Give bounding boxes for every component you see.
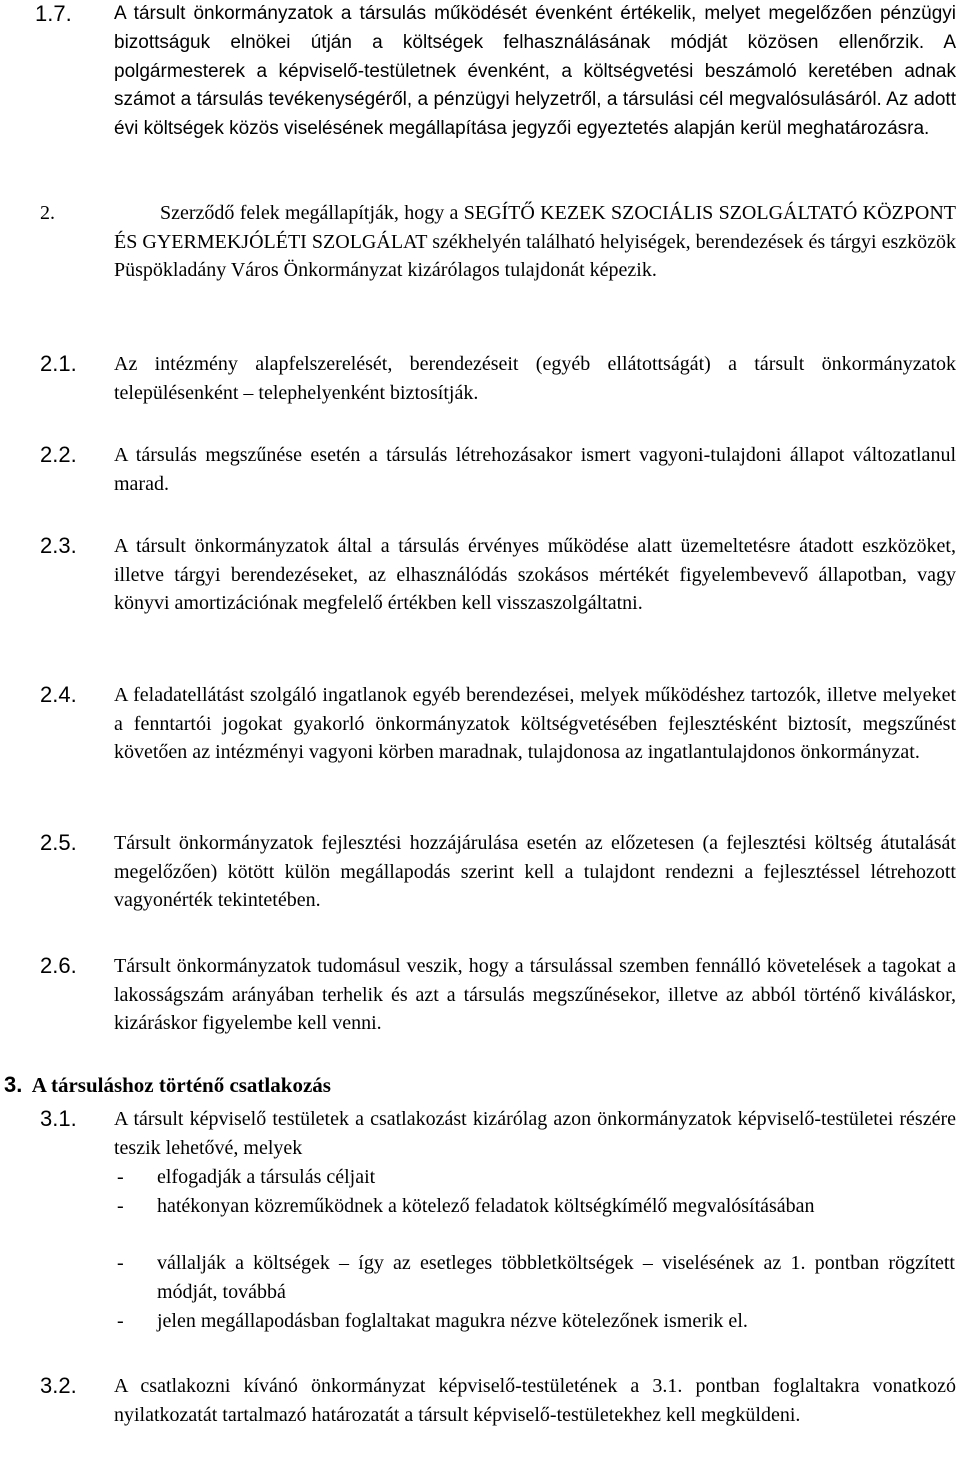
list-item: elfogadják a társulás céljait (157, 1166, 376, 1188)
list-item: jelen megállapodásban foglaltakat magukra nézve kötelezőnek ismerik el. (157, 1310, 748, 1332)
section-number: 3.2. (40, 1373, 77, 1398)
section-text: A társult képviselő testületek a csatlakozást kizárólag azon önkormányzatok képviselő-testületei részére teszik lehetővé, melyek (114, 1108, 956, 1159)
section-number: 2.5. (40, 830, 77, 855)
section-number: 2.4. (40, 682, 77, 707)
list-item: hatékonyan közreműködnek a kötelező feladatok költségkímélő megvalósításában (157, 1195, 815, 1217)
heading-title: A társuláshoz történő csatlakozás (31, 1073, 331, 1097)
section-number: 2.3. (40, 533, 77, 558)
bullet-marker: - (117, 1166, 124, 1188)
section-number: 2.2. (40, 442, 77, 467)
heading-number: 3. (4, 1072, 23, 1097)
section-number: 1.7. (35, 1, 72, 26)
section-text: A társulás megszűnése esetén a társulás létrehozásakor ismert vagyoni-tulajdoni állapot változatlanul marad. (114, 444, 956, 495)
section-number: 2.6. (40, 953, 77, 978)
section-number: 2.1. (40, 351, 77, 376)
section-text: A társult önkormányzatok által a társulás érvényes működése alatt üzemeltetésre átadott eszközöket, illetve tárgyi berendezéseket, az elhasználódás szokásos mértékét figyelembevevő állapotban, vagy könyvi amortizációnak megfelelő értékben kell visszaszolgáltatni. (114, 535, 956, 615)
section-text: Társult önkormányzatok fejlesztési hozzájárulása esetén az előzetesen (a fejlesztési költség átutalását megelőzően) kötött külön megállapodás szerint kell a tulajdont rendezni a fejlesztéssel létrehozott vagyonérték tekintetében. (114, 832, 956, 912)
section-text: A társult önkormányzatok a társulás működését évenként értékelik, melyet megelőzően pénzügyi bizottságuk elnökei útján a költségek felhasználásának módját közösen ellenőrzik. A polgármesterek a képviselő-testületnek évenként, a költségvetési beszámoló keretében adnak számot a társulás tevékenységéről, a pénzügyi helyzetről, a társulási cél megvalósulásáról. Az adott évi költségek közös viselésének megállapítása jegyzői egyeztetés alapján kerül meghatározásra. (114, 3, 956, 140)
bullet-marker: - (117, 1195, 124, 1217)
section-text: Az intézmény alapfelszerelését, berendezéseit (egyéb ellátottságát) a társult önkormányzatok településenként – telephelyenként biztosítják. (114, 353, 956, 404)
section-number: 3.1. (40, 1106, 77, 1131)
section-text: Szerződő felek megállapítják, hogy a SEGÍTŐ KEZEK SZOCIÁLIS SZOLGÁLTATÓ KÖZPONT ÉS GYERMEKJÓLÉTI SZOLGÁLAT székhelyén található helyiségek, berendezések és tárgyi eszközök Püspökladány Város Önkormányzat kizárólagos tulajdonát képezik. (114, 202, 956, 282)
bullet-marker: - (117, 1252, 124, 1274)
section-heading (4, 1071, 331, 1099)
bullet-marker: - (117, 1310, 124, 1332)
section-text: Társult önkormányzatok tudomásul veszik, hogy a társulással szemben fennálló követelések a tagokat a lakosságszám arányában terhelik és azt a társulás megszűnésekor, illetve az abból történő kiváláskor, kizáráskor figyelembe kell venni. (114, 955, 956, 1035)
section-text: A feladatellátást szolgáló ingatlanok egyéb berendezései, melyek működéshez tartozók, illetve melyeket a fenntartói jogokat gyakorló önkormányzatok költségvetésében fejlesztésként biztosít, megszűnést követően az intézményi vagyoni körben maradnak, tulajdonosa az ingatlantulajdonos önkormányzat. (114, 684, 956, 764)
list-item: vállalják a költségek – így az esetleges többletköltségek – viselésének az 1. pontban rögzített módját, továbbá (157, 1252, 955, 1303)
section-number: 2. (40, 202, 55, 224)
section-text: A csatlakozni kívánó önkormányzat képviselő-testületének a 3.1. pontban foglaltakra vonatkozó nyilatkozatát tartalmazó határozatát a társult képviselő-testületekhez kell megküldeni. (114, 1375, 956, 1426)
